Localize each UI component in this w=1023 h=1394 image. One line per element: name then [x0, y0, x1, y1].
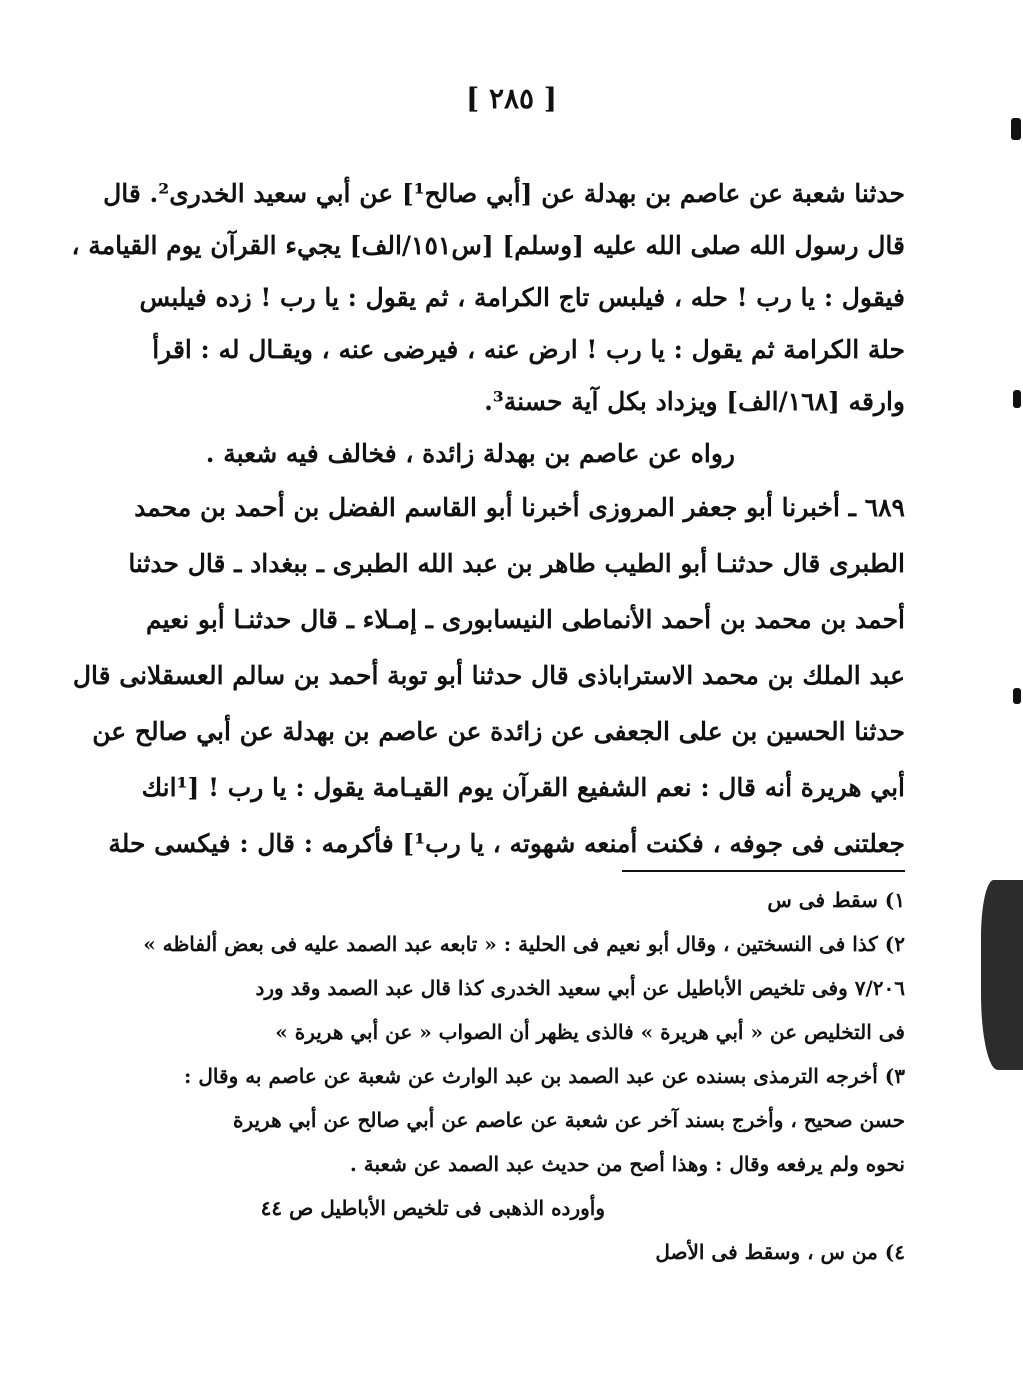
footnote-3: ٣) أخرجه الترمذى بسنده عن عبد الصمد بن عبد الوارث عن شعبة عن عاصم به وقال :	[184, 1064, 905, 1088]
scan-edge-mark	[1013, 390, 1021, 408]
scan-edge-mark	[1013, 688, 1021, 704]
footnote-4: ٤) من س ، وسقط فى الأصل	[655, 1240, 905, 1264]
footnote-2: ٢) كذا فى النسختين ، وقال أبو نعيم فى الحلية : « تابعه عبد الصمد عليه فى بعض ألفاظه »	[143, 932, 905, 956]
text-line: وارقه [١٦٨/الف] ويزداد بكل آية حسنة³.	[484, 387, 905, 416]
scan-edge-mark	[1011, 118, 1021, 140]
hadith-689-heading-line: ٦٨٩ ـ أخبرنا أبو جعفر المروزى أخبرنا أبو القاسم الفضل بن أحمد بن محمد	[134, 493, 905, 522]
text-line: حدثنا الحسين بن على الجعفى عن زائدة عن عاصم بن بهدلة عن أبي صالح عن	[92, 717, 905, 746]
text-line: أحمد بن محمد بن أحمد الأنماطى النيسابورى ـ إمـلاء ـ قال حدثنـا أبو نعيم	[146, 605, 905, 634]
text-line: حلة الكرامة ثم يقول : يا رب ! ارض عنه ، فيرضى عنه ، ويقـال له : اقرأ	[152, 335, 905, 364]
footnote-3-cont: حسن صحيح ، وأخرج بسند آخر عن شعبة عن عاصم عن أبي صالح عن أبي هريرة	[232, 1108, 905, 1132]
text-line: رواه عن عاصم بن بهدلة زائدة ، فخالف فيه شعبة .	[205, 439, 735, 468]
text-line: فيقول : يا رب ! حله ، فيلبس تاج الكرامة ، ثم يقول : يا رب ! زده فيلبس	[139, 283, 905, 312]
text-line: الطبرى قال حدثنـا أبو الطيب طاهر بن عبد الله الطبرى ـ ببغداد ـ قال حدثنا	[128, 549, 905, 578]
text-line: حدثنا شعبة عن عاصم بن بهدلة عن [أبي صالح¹] عن أبي سعيد الخدرى². قال	[103, 179, 905, 208]
footnote-separator	[622, 870, 905, 872]
footnotes-block	[143, 878, 905, 1274]
page-number: [ ٢٨٥ ]	[465, 82, 558, 115]
text-line: أبي هريرة أنه قال : نعم الشفيع القرآن يوم القيـامة يقول : يا رب ! [¹انك	[141, 773, 905, 802]
footnote-2-cont: ٧/٢٠٦ وفى تلخيص الأباطيل عن أبي سعيد الخدرى كذا قال عبد الصمد وقد ورد	[255, 976, 905, 1000]
main-text-block	[71, 168, 905, 872]
footnote-3-cont: نحوه ولم يرفعه وقال : وهذا أصح من حديث عبد الصمد عن شعبة .	[349, 1152, 905, 1176]
text-line: قال رسول الله صلى الله عليه [وسلم] [س١٥١/الف] يجيء القرآن يوم القيامة ،	[71, 231, 905, 260]
text-line: جعلتنى فى جوفه ، فكنت أمنعه شهوته ، يا رب¹] فأكرمه : قال : فيكسى حلة	[108, 829, 905, 858]
footnote-3-cont: وأورده الذهبى فى تلخيص الأباطيل ص ٤٤	[260, 1196, 605, 1220]
scan-ink-blot	[981, 880, 1023, 1070]
text-line: عبد الملك بن محمد الاستراباذى قال حدثنا أبو توبة أحمد بن سالم العسقلانى قال	[72, 661, 905, 690]
footnote-2-cont: فى التخليص عن « أبي هريرة » فالذى يظهر أن الصواب « عن أبي هريرة »	[275, 1020, 905, 1044]
footnote-1: ١) سقط فى س	[767, 888, 905, 912]
